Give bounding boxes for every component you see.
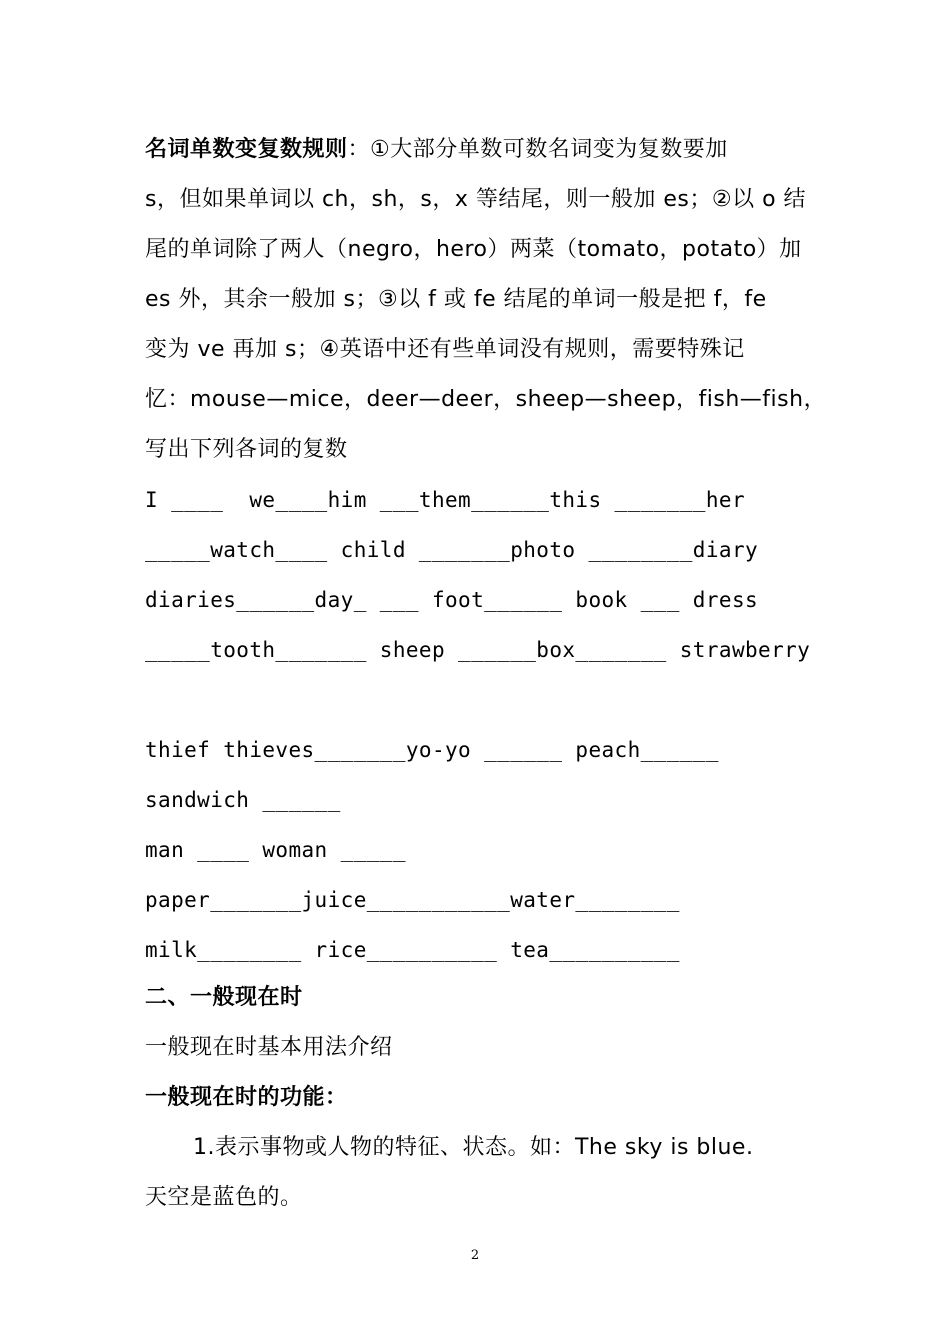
rules-line-3: 尾的单词除了两人（negro，hero）两菜（tomato，potato）加 — [145, 237, 802, 262]
rules-line-2: s，但如果单词以 ch，sh，s，x 等结尾，则一般加 es；②以 o 结 — [145, 187, 807, 212]
exercise-line: diaries______day_ ___ foot______ book ___ dress — [145, 588, 759, 612]
exercise-line: sandwich ______ — [145, 788, 341, 812]
exercise-line: I ____ we____him ___them______this _______her — [145, 488, 745, 512]
function-heading: 一般现在时的功能： — [145, 1085, 348, 1110]
rules-line-1 — [145, 135, 815, 165]
section-title: 二、一般现在时 — [145, 985, 303, 1010]
exercise-line: _____watch____ child _______photo ________diary — [145, 538, 759, 562]
rules-line-1-text: ：①大部分单数可数名词变为复数要加 — [347, 137, 728, 162]
exercise-line: man ____ woman _____ — [145, 838, 406, 862]
exercise-line: paper_______juice___________water________ — [145, 888, 680, 912]
exercise-line: thief thieves_______yo-yo ______ peach______ — [145, 738, 719, 762]
exercise-line: milk________ rice__________ tea__________ — [145, 938, 680, 962]
rules-line-5: 变为 ve 再加 s；④英语中还有些单词没有规则，需要特殊记 — [145, 337, 745, 362]
rules-heading: 名词单数变复数规则 — [145, 137, 348, 162]
page-number: 2 — [470, 1248, 480, 1263]
rules-line-6: 忆：mouse—mice，deer—deer，sheep—sheep，fish—fish， — [145, 387, 827, 412]
exercise-line: _____tooth_______ sheep ______box_______ strawberry — [145, 638, 811, 662]
exercise-instruction: 写出下列各词的复数 — [145, 437, 348, 462]
function-item-1: 1.表示事物或人物的特征、状态。如：The sky is blue. — [193, 1135, 754, 1160]
rules-line-4: es 外，其余一般加 s；③以 f 或 fe 结尾的单词一般是把 f，fe — [145, 287, 767, 312]
section-intro: 一般现在时基本用法介绍 — [145, 1035, 393, 1060]
function-item-1-translation: 天空是蓝色的。 — [145, 1185, 303, 1210]
